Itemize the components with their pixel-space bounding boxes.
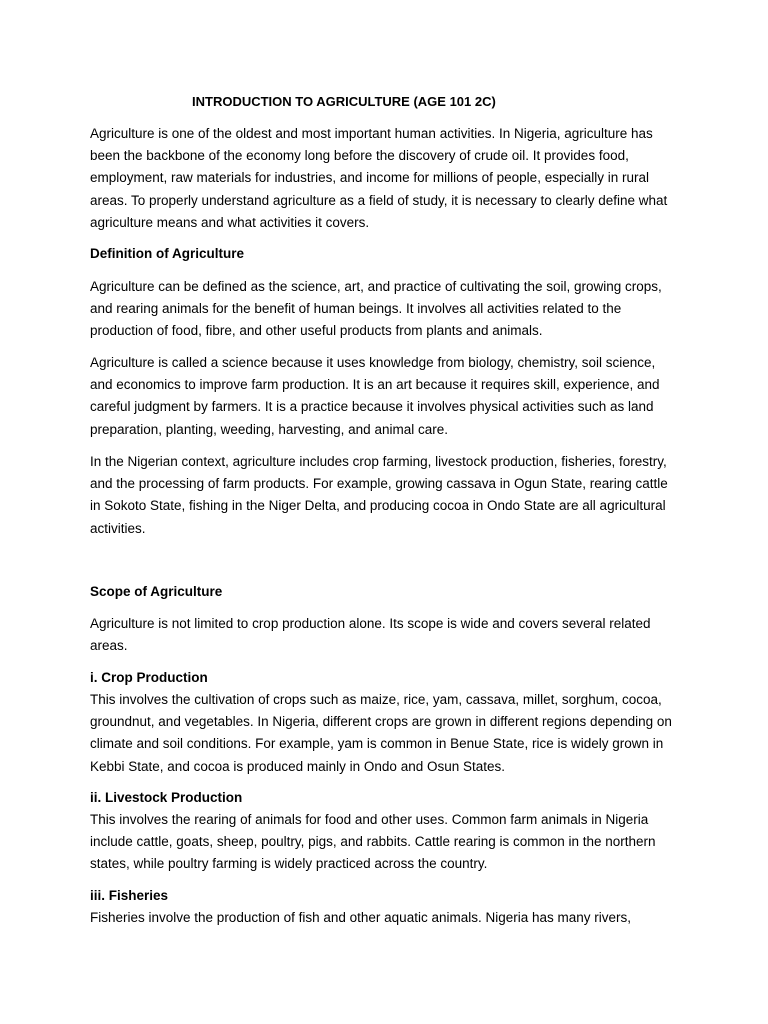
crop-production-paragraph: This involves the cultivation of crops such as maize, rice, yam, cassava, millet, sorghum, cocoa, groundnut, and vegetables. In Nigeria, different crops are grown in different regions depending on climate and soil conditions. For example, yam is common in Benue State, rice is widely grown in Kebbi State, and cocoa is produced mainly in Ondo and Osun States. [90, 692, 672, 774]
scope-intro-paragraph: Agriculture is not limited to crop production alone. Its scope is wide and covers several related areas. [90, 616, 651, 654]
intro-paragraph: Agriculture is one of the oldest and most important human activities. In Nigeria, agriculture has been the backbone of the economy long before the discovery of crude oil. It provides food, employment, raw materials for industries, and income for millions of people, especially in rural areas. To properly understand agriculture as a field of study, it is necessary to clearly define what agriculture means and what activities it covers. [90, 126, 668, 230]
fisheries-paragraph: Fisheries involve the production of fish and other aquatic animals. Nigeria has many rivers, [90, 910, 632, 925]
document-title: INTRODUCTION TO AGRICULTURE (AGE 101 2C) [192, 94, 496, 109]
definition-paragraph-1: Agriculture can be defined as the science, art, and practice of cultivating the soil, growing crops, and rearing animals for the benefit of human beings. It involves all activities related to the production of food, fibre, and other useful products from plants and animals. [90, 279, 662, 339]
scope-heading: Scope of Agriculture [90, 584, 223, 599]
crop-production-heading: i. Crop Production [90, 670, 208, 685]
livestock-production-heading: ii. Livestock Production [90, 790, 243, 805]
definition-heading: Definition of Agriculture [90, 246, 244, 261]
definition-paragraph-2: Agriculture is called a science because it uses knowledge from biology, chemistry, soil science, and economics to improve farm production. It is an art because it requires skill, experience, and careful judgment by farmers. It is a practice because it involves physical activities such as land preparation, planting, weeding, harvesting, and animal care. [90, 355, 660, 437]
livestock-production-paragraph: This involves the rearing of animals for food and other uses. Common farm animals in Nigeria include cattle, goats, sheep, poultry, pigs, and rabbits. Cattle rearing is common in the northern states, while poultry farming is widely practiced across the country. [90, 812, 656, 872]
definition-paragraph-3: In the Nigerian context, agriculture includes crop farming, livestock production, fisheries, forestry, and the processing of farm products. For example, growing cassava in Ogun State, rearing cattle in Sokoto State, fishing in the Niger Delta, and producing cocoa in Ondo State are all agricultural activities. [90, 454, 668, 536]
fisheries-heading: iii. Fisheries [90, 888, 169, 903]
